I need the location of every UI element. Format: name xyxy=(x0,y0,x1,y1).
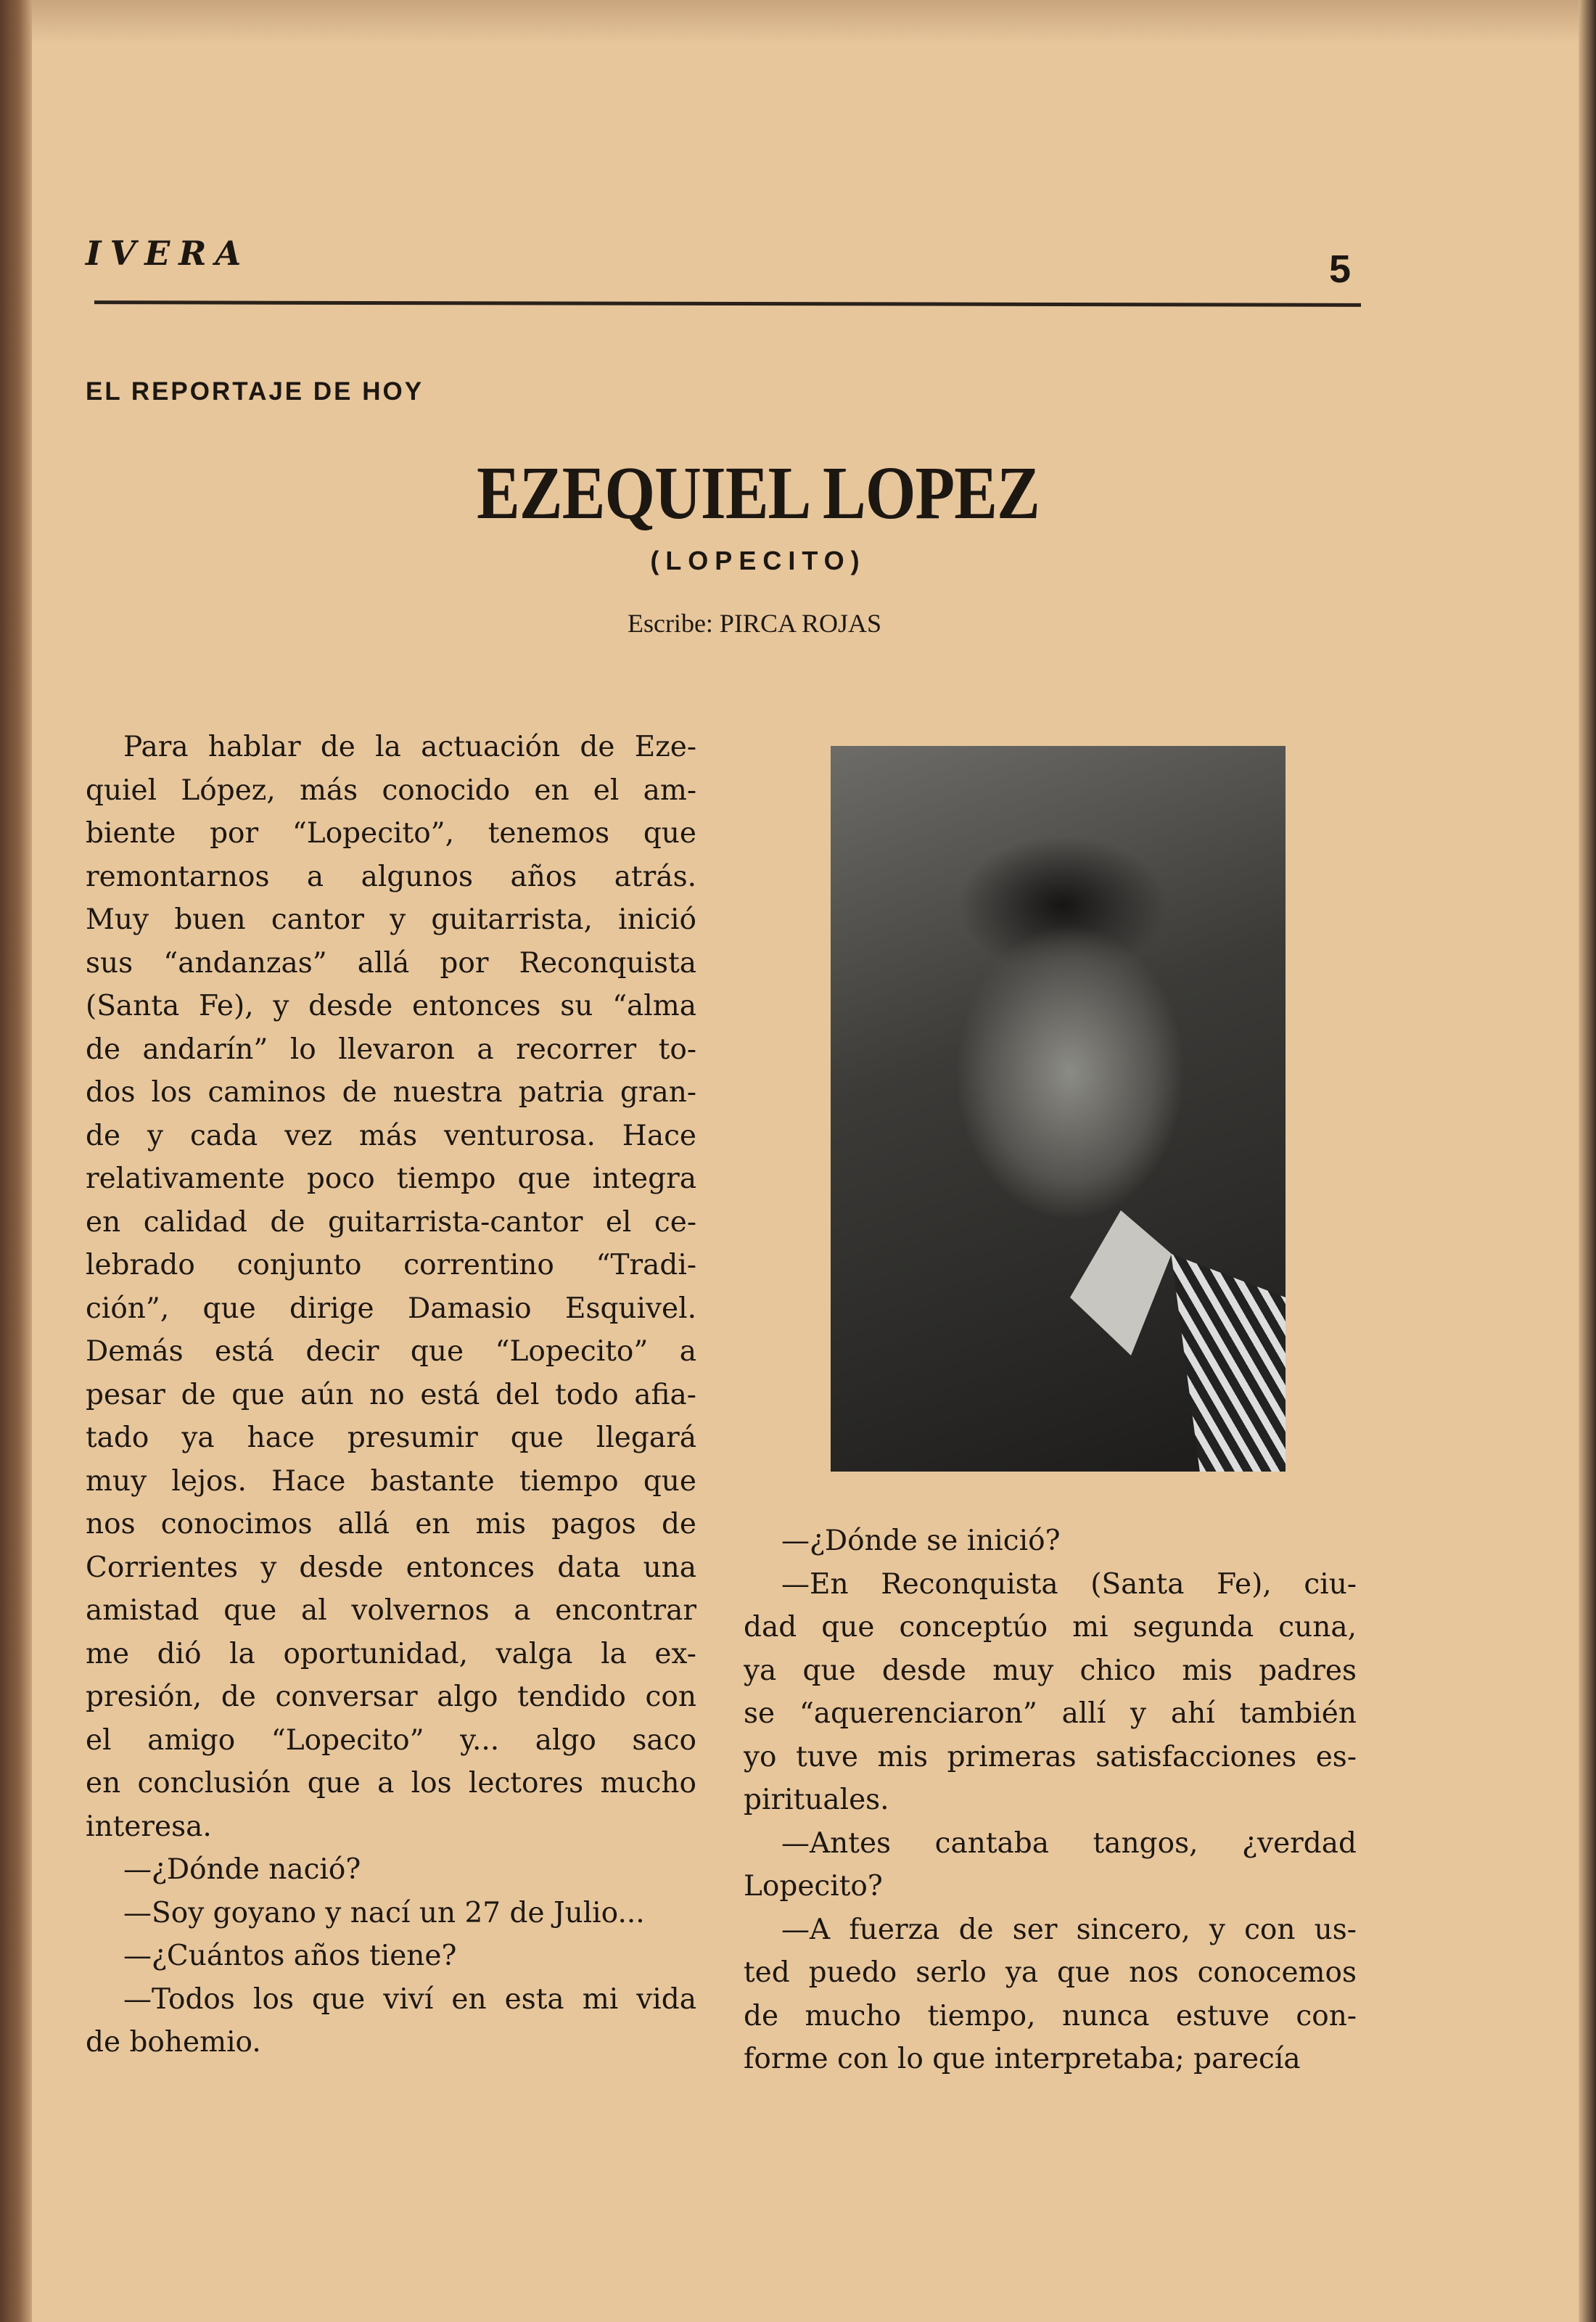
text-line: interesa. xyxy=(86,1810,212,1843)
text-line: —Antes cantaba tangos, ¿verdad xyxy=(781,1826,1357,1860)
text-line: ted puedo serlo ya que nos conocemos xyxy=(744,1956,1357,1989)
text-line: presión, de conversar algo tendido con xyxy=(86,1681,696,1713)
page-shadow xyxy=(32,0,1596,44)
text-line: de y cada vez más venturosa. Hace xyxy=(86,1119,696,1152)
text-line: remontarnos a algunos años atrás. xyxy=(86,860,696,893)
text-line: pirituales. xyxy=(744,1784,889,1816)
text-line: de andarín” lo llevaron a recorrer to- xyxy=(86,1033,696,1066)
text-line: Lopecito? xyxy=(744,1870,883,1903)
page-number: 5 xyxy=(1329,247,1352,291)
text-line: en calidad de guitarrista-cantor el ce- xyxy=(86,1205,696,1239)
text-line: ya que desde muy chico mis padres xyxy=(744,1654,1357,1687)
text-line: sus “andanzas” allá por Reconquista xyxy=(86,946,696,980)
text-line: pesar de que aún no está del todo afia- xyxy=(86,1378,696,1411)
right-column xyxy=(744,1519,1357,2081)
article-subtitle: (LOPECITO) xyxy=(650,546,866,575)
text-line: tado ya hace presumir que llegará xyxy=(86,1421,696,1454)
text-line: yo tuve mis primeras satisfacciones es- xyxy=(744,1740,1357,1773)
text-line: —Soy goyano y nací un 27 de Julio... xyxy=(123,1896,645,1929)
text-line: Corrientes y desde entonces data una xyxy=(86,1551,696,1584)
text-line: forme con lo que interpretaba; parecía xyxy=(744,2043,1301,2075)
text-line: —A fuerza de ser sincero, y con us- xyxy=(781,1913,1357,1946)
text-line: en conclusión que a los lectores mucho xyxy=(86,1767,696,1800)
left-column xyxy=(86,726,696,2064)
article-title: EZEQUIEL LOPEZ xyxy=(477,451,1040,535)
text-line: de bohemio. xyxy=(86,2026,261,2059)
text-line: se “aquerenciaron” allí y ahí también xyxy=(744,1697,1357,1730)
text-line: biente por “Lopecito”, tenemos que xyxy=(86,817,696,850)
photo-shirt xyxy=(1070,1210,1172,1355)
text-line: —¿Dónde se inició? xyxy=(781,1525,1061,1557)
text-line: ción”, que dirige Damasio Esquivel. xyxy=(86,1292,696,1325)
text-line: relativamente poco tiempo que integra xyxy=(86,1162,696,1195)
page-binding xyxy=(0,0,32,2322)
section-label: EL REPORTAJE DE HOY xyxy=(86,377,424,406)
text-line: dos los caminos de nuestra patria gran- xyxy=(86,1076,696,1109)
text-line: nos conocimos allá en mis pagos de xyxy=(86,1508,696,1541)
text-line: Demás está decir que “Lopecito” a xyxy=(86,1335,696,1368)
header-rule xyxy=(94,300,1361,307)
running-head: IVERA xyxy=(86,234,250,273)
text-line: muy lejos. Hace bastante tiempo que xyxy=(86,1464,696,1498)
text-line: Para hablar de la actuación de Eze- xyxy=(123,731,696,763)
byline: Escribe: PIRCA ROJAS xyxy=(627,609,882,638)
text-line: Muy buen cantor y guitarrista, inició xyxy=(86,903,696,936)
text-line: quiel López, más conocido en el am- xyxy=(86,774,696,807)
photo-tie xyxy=(1143,1254,1286,1472)
text-line: —En Reconquista (Santa Fe), ciu- xyxy=(781,1567,1357,1601)
text-line: —Todos los que viví en esta mi vida xyxy=(123,1982,696,2016)
page-edge xyxy=(1579,0,1596,2322)
text-line: lebrado conjunto correntino “Tradi- xyxy=(86,1249,696,1281)
text-line: —¿Dónde nació? xyxy=(123,1853,361,1886)
text-line: amistad que al volvernos a encontrar xyxy=(86,1594,696,1627)
text-line: me dió la oportunidad, valga la ex- xyxy=(86,1637,696,1670)
text-line: —¿Cuántos años tiene? xyxy=(123,1940,457,1972)
text-line: dad que conceptúo mi segunda cuna, xyxy=(744,1611,1357,1644)
text-line: (Santa Fe), y desde entonces su “alma xyxy=(86,990,696,1022)
portrait-photo xyxy=(831,746,1286,1472)
text-line: el amigo “Lopecito” y... algo saco xyxy=(86,1723,696,1757)
text-line: de mucho tiempo, nunca estuve con- xyxy=(744,1999,1357,2032)
